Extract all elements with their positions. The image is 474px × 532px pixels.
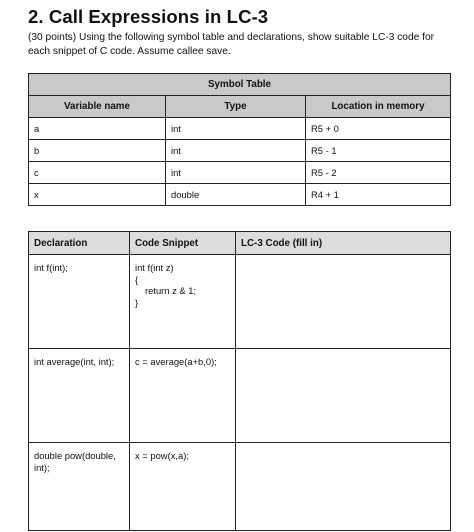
location-cell: R5 + 0 xyxy=(306,118,451,140)
table-row xyxy=(29,118,451,140)
column-header-type: Type xyxy=(166,96,306,118)
snippet-line: { xyxy=(135,273,139,285)
variable-name-cell: x xyxy=(29,184,166,206)
type-cell: int xyxy=(166,162,306,184)
code-snippet-cell xyxy=(130,255,236,349)
location-cell: R5 - 1 xyxy=(306,140,451,162)
code-table xyxy=(28,231,451,531)
lc3-answer-cell[interactable] xyxy=(236,255,451,349)
type-cell: int xyxy=(166,118,306,140)
snippet-line: return z & 1; xyxy=(145,285,197,296)
declaration-cell: int f(int); xyxy=(29,255,130,349)
location-cell: R4 + 1 xyxy=(306,184,451,206)
table-row xyxy=(29,255,451,349)
snippet-line: int f(int z) xyxy=(135,262,174,273)
table-row xyxy=(29,140,451,162)
column-header-variable-name: Variable name xyxy=(29,96,166,118)
column-header-location: Location in memory xyxy=(306,96,451,118)
location-cell: R5 - 2 xyxy=(306,162,451,184)
table-row xyxy=(29,184,451,206)
snippet-line: } xyxy=(135,296,139,308)
code-snippet-cell xyxy=(130,443,236,531)
column-header-code-snippet: Code Snippet xyxy=(130,232,236,255)
type-cell: double xyxy=(166,184,306,206)
lc3-answer-cell[interactable] xyxy=(236,349,451,443)
table-row xyxy=(29,443,451,531)
declaration-cell: int average(int, int); xyxy=(29,349,130,443)
question-title: 2. Call Expressions in LC-3 xyxy=(28,6,269,27)
table-row xyxy=(29,162,451,184)
question-instructions: (30 points) Using the following symbol table and declarations, show suitable LC-3 code for each snippet of C code. Assume callee save. xyxy=(28,32,435,57)
column-header-declaration: Declaration xyxy=(29,232,130,255)
variable-name-cell: b xyxy=(29,140,166,162)
declaration-cell: double pow(double, int); xyxy=(29,443,130,531)
table-row xyxy=(29,349,451,443)
lc3-answer-cell[interactable] xyxy=(236,443,451,531)
snippet-line: x = pow(x,a); xyxy=(135,450,189,461)
column-header-lc3-code: LC-3 Code (fill in) xyxy=(236,232,451,255)
code-snippet-cell xyxy=(130,349,236,443)
type-cell: int xyxy=(166,140,306,162)
symbol-table-caption: Symbol Table xyxy=(29,74,451,96)
symbol-table xyxy=(28,73,451,206)
snippet-line: c = average(a+b,0); xyxy=(135,356,217,367)
variable-name-cell: a xyxy=(29,118,166,140)
variable-name-cell: c xyxy=(29,162,166,184)
